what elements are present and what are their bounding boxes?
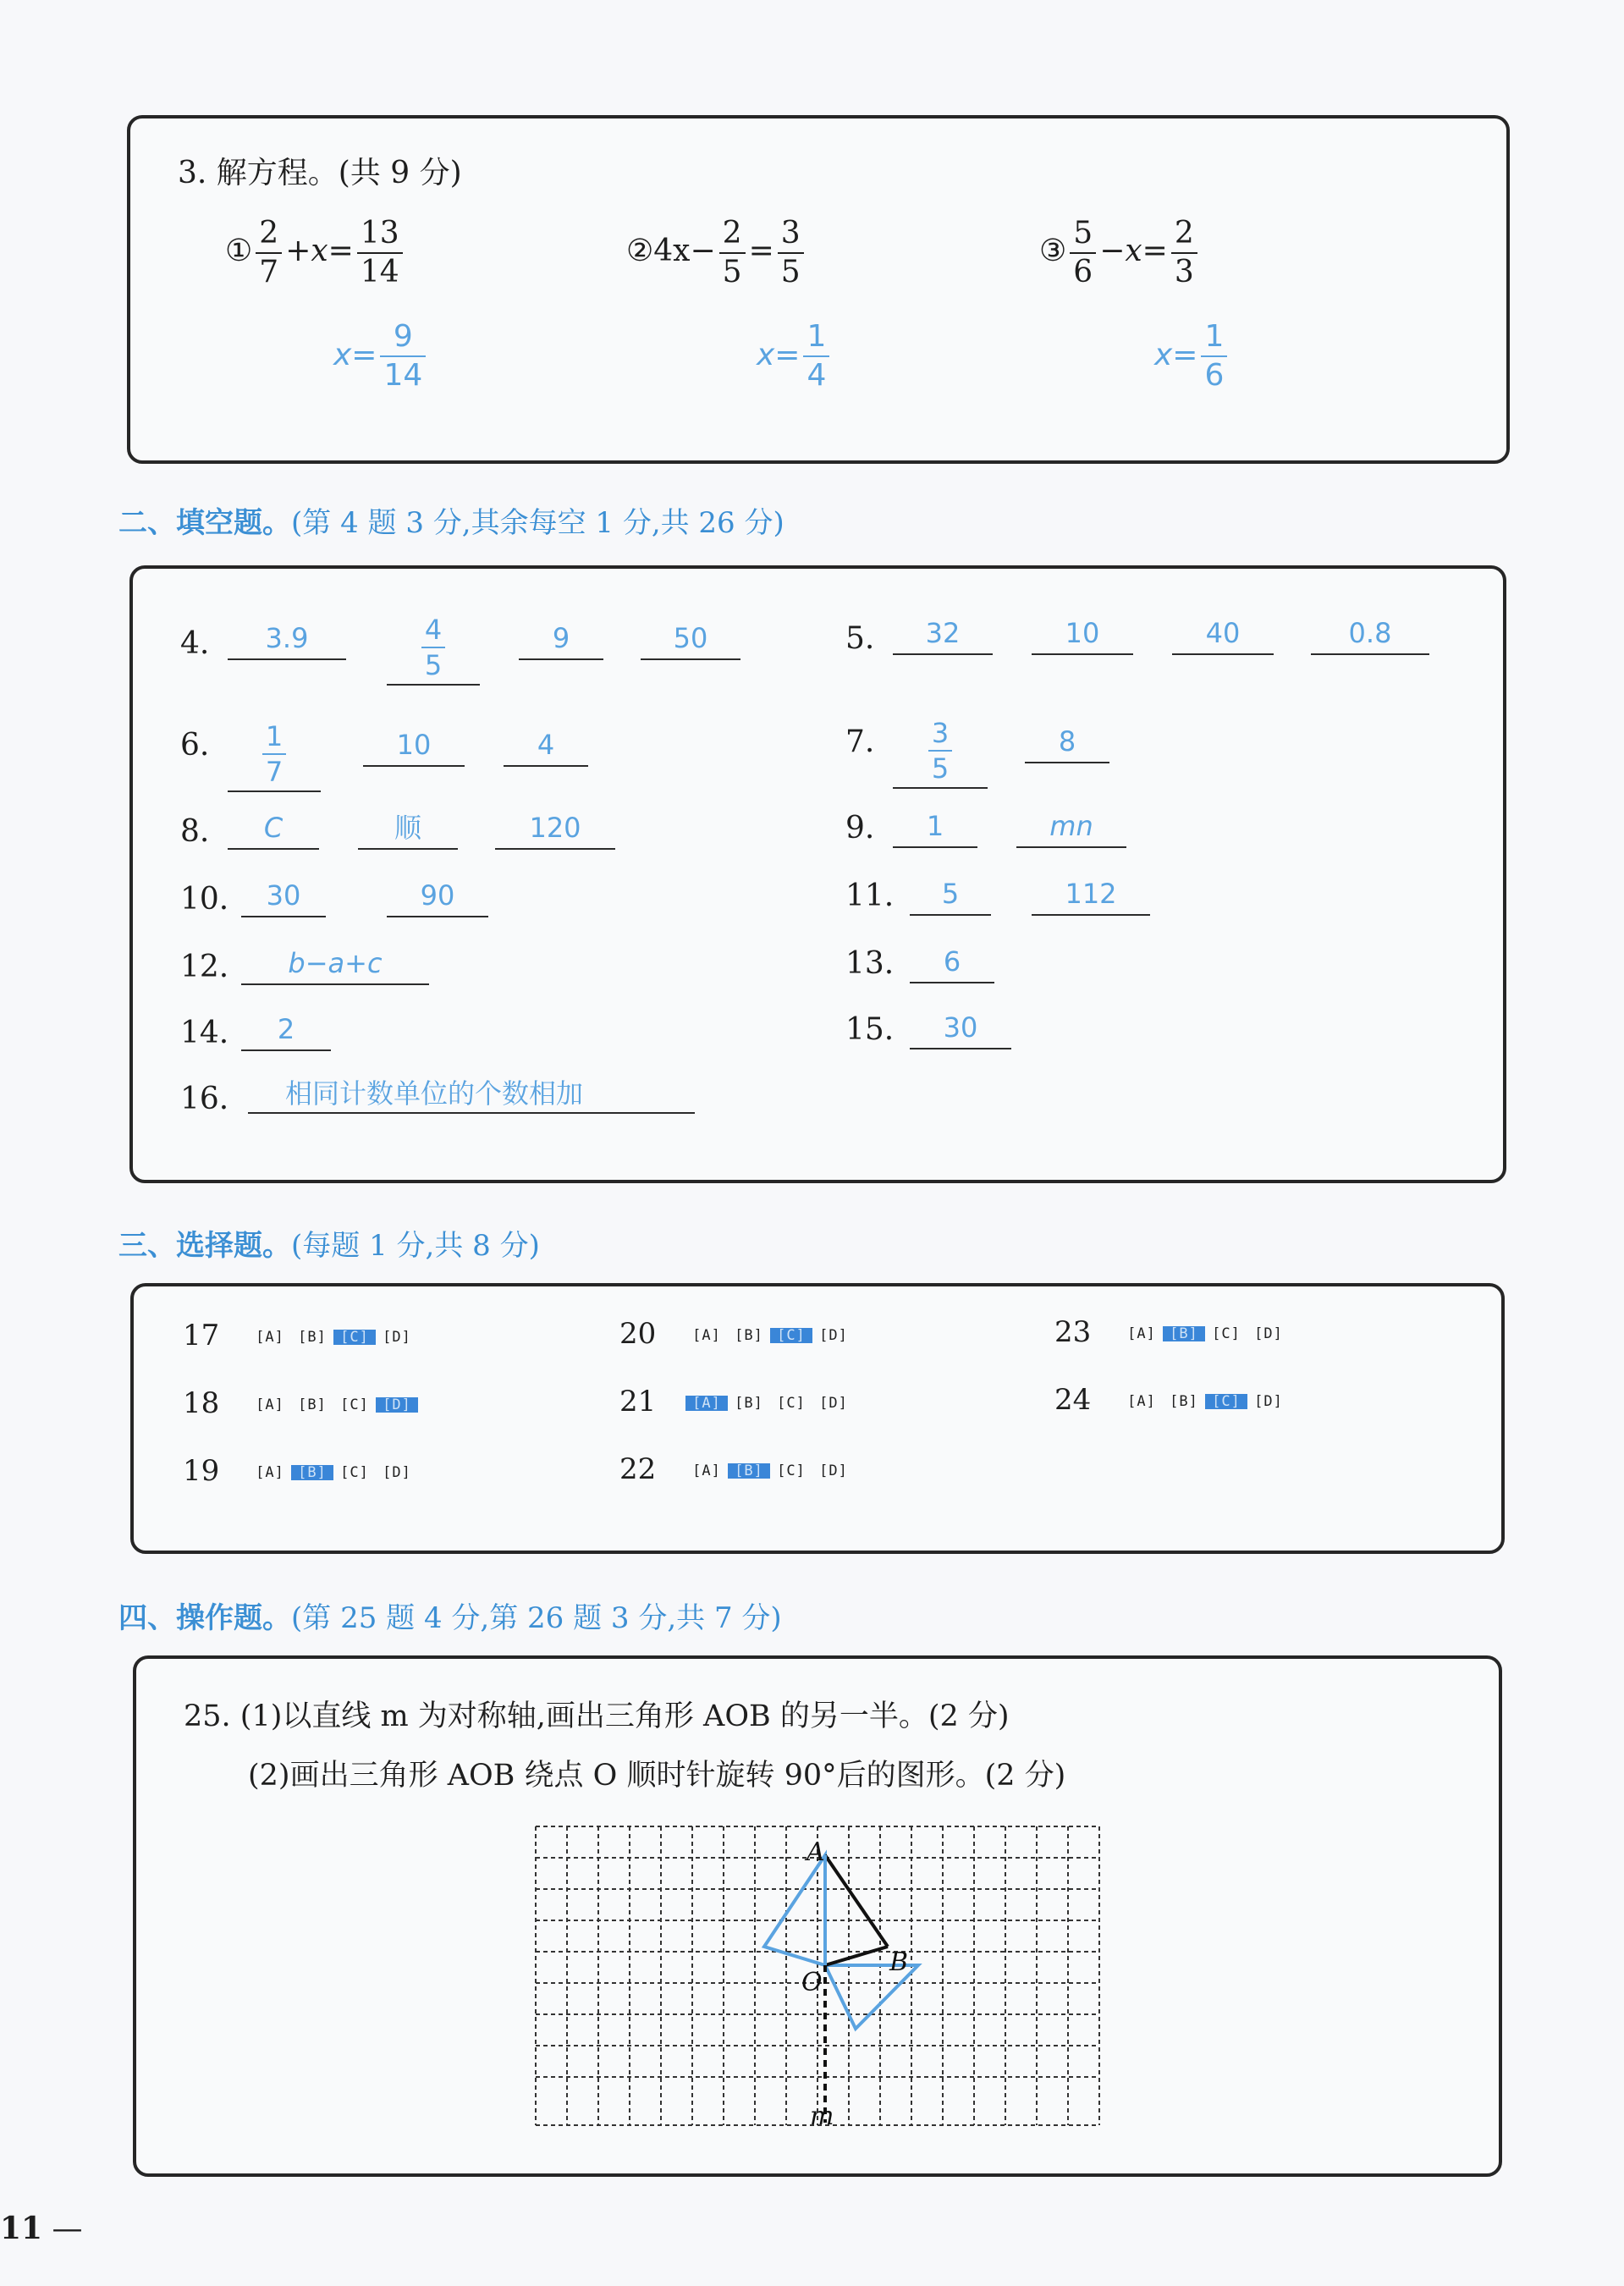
label-A: A xyxy=(806,1837,825,1867)
q13-number: 13. xyxy=(845,946,895,981)
q7-blank-1[interactable]: $\frac{3}{5}$ xyxy=(893,708,988,789)
choice-option[interactable]: [A] xyxy=(256,1329,284,1346)
q9-blank-1[interactable]: 1 xyxy=(893,806,977,848)
equation-1-answer: x= $\frac{9}{14}$ xyxy=(333,322,429,391)
choice-q21-options[interactable] xyxy=(685,1395,855,1412)
choice-option[interactable]: [D] xyxy=(1254,1325,1283,1342)
choice-option[interactable]: [B] xyxy=(728,1463,770,1479)
choice-q22-number: 22 xyxy=(619,1452,657,1486)
section-3-heading: 三、选择题。(每题 1 分,共 8 分) xyxy=(118,1229,540,1263)
choice-option[interactable]: [A] xyxy=(256,1396,284,1413)
choice-option[interactable]: [C] xyxy=(1212,1325,1241,1342)
fill-blank-box xyxy=(129,565,1506,1183)
q10-blank-1[interactable]: 30 xyxy=(241,875,326,917)
q5-number: 5. xyxy=(845,621,875,656)
choice-q18-number: 18 xyxy=(183,1386,220,1420)
q4-blank-2[interactable]: $\frac{4}{5}$ xyxy=(387,604,480,686)
segment-OB xyxy=(825,1947,888,1965)
choice-option[interactable]: [B] xyxy=(298,1396,327,1413)
q10-number: 10. xyxy=(180,882,229,917)
q16-blank-1[interactable]: 相同计数单位的个数相加 xyxy=(248,1073,695,1114)
choice-option[interactable]: [D] xyxy=(383,1329,411,1346)
choice-option[interactable]: [B] xyxy=(1170,1393,1198,1410)
q4-number: 4. xyxy=(180,626,210,661)
q7-blank-2[interactable]: 8 xyxy=(1025,721,1109,763)
choice-option[interactable]: [C] xyxy=(1205,1394,1247,1409)
q11-blank-1[interactable]: 5 xyxy=(910,873,991,916)
segment-AB xyxy=(825,1855,888,1947)
q8-blank-3[interactable]: 120 xyxy=(495,807,615,850)
choice-q24-options[interactable] xyxy=(1120,1393,1290,1410)
choice-q21-number: 21 xyxy=(619,1385,657,1418)
choice-option[interactable]: [C] xyxy=(777,1395,806,1412)
choice-option[interactable]: [A] xyxy=(692,1462,721,1479)
choice-q23-options[interactable] xyxy=(1120,1325,1290,1342)
choice-option[interactable]: [D] xyxy=(819,1327,848,1344)
q12-number: 12. xyxy=(180,950,229,984)
choice-option[interactable]: [B] xyxy=(735,1327,763,1344)
q4-blank-3[interactable]: 9 xyxy=(519,618,603,660)
label-m: m xyxy=(810,2101,834,2129)
label-B: B xyxy=(889,1947,909,1977)
equations-box xyxy=(127,115,1510,464)
symmetry-rotation-grid-figure xyxy=(534,1825,1109,2129)
choice-q19-number: 19 xyxy=(183,1454,220,1488)
choice-box xyxy=(130,1283,1505,1554)
q25-line-1: 25. (1)以直线 m 为对称轴,画出三角形 AOB 的另一半。(2 分) xyxy=(184,1699,1010,1733)
choice-q17-options[interactable] xyxy=(249,1329,418,1346)
choice-option[interactable]: [A] xyxy=(256,1464,284,1481)
choice-option[interactable]: [A] xyxy=(685,1396,728,1411)
q15-blank-1[interactable]: 30 xyxy=(910,1007,1011,1049)
q14-blank-1[interactable]: 2 xyxy=(241,1009,331,1051)
choice-option[interactable]: [D] xyxy=(1254,1393,1283,1410)
choice-option[interactable]: [B] xyxy=(298,1329,327,1346)
q11-blank-2[interactable]: 112 xyxy=(1032,873,1150,916)
label-O: O xyxy=(801,1968,823,1997)
choice-option[interactable]: [D] xyxy=(383,1464,411,1481)
page-number: 11 — xyxy=(0,2211,83,2246)
q4-blank-1[interactable]: 3.9 xyxy=(228,618,346,660)
choice-option[interactable]: [A] xyxy=(1127,1325,1156,1342)
q12-blank-1[interactable]: b−a+c xyxy=(241,943,429,985)
reflected-half-triangle xyxy=(764,1855,825,1965)
q14-number: 14. xyxy=(180,1016,229,1050)
equation-1: ① $\frac{2}{7}$ +x= $\frac{13}{14}$ xyxy=(225,218,406,288)
q8-blank-2[interactable]: 顺 xyxy=(358,807,458,850)
choice-q22-options[interactable] xyxy=(685,1462,855,1479)
q5-blank-2[interactable]: 10 xyxy=(1032,613,1133,655)
section-4-heading: 四、操作题。(第 25 题 4 分,第 26 题 3 分,共 7 分) xyxy=(118,1601,782,1635)
q8-number: 8. xyxy=(180,814,210,849)
q9-blank-2[interactable]: mn xyxy=(1016,806,1126,848)
choice-option[interactable]: [C] xyxy=(340,1464,369,1481)
choice-option[interactable]: [D] xyxy=(819,1462,848,1479)
choice-q24-number: 24 xyxy=(1054,1383,1092,1417)
choice-option[interactable]: [C] xyxy=(333,1330,376,1345)
choice-option[interactable]: [D] xyxy=(819,1395,848,1412)
q3-title: 3. 解方程。(共 9 分) xyxy=(178,156,462,190)
equation-2-answer: x= $\frac{1}{4}$ xyxy=(757,322,833,391)
q16-number: 16. xyxy=(180,1082,229,1116)
operation-box xyxy=(133,1655,1502,2177)
q6-blank-2[interactable]: 10 xyxy=(363,724,465,767)
choice-option[interactable]: [D] xyxy=(376,1397,418,1413)
q5-blank-3[interactable]: 40 xyxy=(1172,613,1274,655)
choice-option[interactable]: [C] xyxy=(340,1396,369,1413)
choice-option[interactable]: [B] xyxy=(1163,1326,1205,1341)
equation-2: ②4x− $\frac{2}{5}$ = $\frac{3}{5}$ xyxy=(626,218,807,288)
q6-blank-1[interactable]: $\frac{1}{7}$ xyxy=(228,711,321,792)
q10-blank-2[interactable]: 90 xyxy=(387,875,488,917)
choice-option[interactable]: [C] xyxy=(770,1328,812,1343)
choice-q18-options[interactable] xyxy=(249,1396,418,1413)
q4-blank-4[interactable]: 50 xyxy=(641,618,740,660)
choice-q20-options[interactable] xyxy=(685,1327,855,1344)
equation-3: ③ $\frac{5}{6}$ −x= $\frac{2}{3}$ xyxy=(1039,218,1201,288)
q15-number: 15. xyxy=(845,1012,895,1047)
choice-option[interactable]: [B] xyxy=(291,1465,333,1480)
q13-blank-1[interactable]: 6 xyxy=(910,941,994,983)
choice-option[interactable]: [A] xyxy=(692,1327,721,1344)
q25-line-2: (2)画出三角形 AOB 绕点 O 顺时针旋转 90°后的图形。(2 分) xyxy=(248,1759,1066,1793)
choice-q17-number: 17 xyxy=(183,1319,220,1352)
choice-option[interactable]: [C] xyxy=(777,1462,806,1479)
q9-number: 9. xyxy=(845,811,875,846)
equation-3-answer: x= $\frac{1}{6}$ xyxy=(1154,322,1230,391)
choice-q20-number: 20 xyxy=(619,1317,657,1351)
q7-number: 7. xyxy=(845,724,875,759)
q5-blank-4[interactable]: 0.8 xyxy=(1311,613,1429,655)
section-2-heading: 二、填空题。(第 4 题 3 分,其余每空 1 分,共 26 分) xyxy=(118,506,784,540)
choice-option[interactable]: [A] xyxy=(1127,1393,1156,1410)
q8-blank-1[interactable]: C xyxy=(228,807,319,850)
q11-number: 11. xyxy=(845,879,895,913)
q5-blank-1[interactable]: 32 xyxy=(893,613,993,655)
q6-blank-3[interactable]: 4 xyxy=(504,724,588,767)
choice-q23-number: 23 xyxy=(1054,1315,1092,1349)
choice-q19-options[interactable] xyxy=(249,1464,418,1481)
choice-option[interactable]: [B] xyxy=(735,1395,763,1412)
q6-number: 6. xyxy=(180,728,210,763)
